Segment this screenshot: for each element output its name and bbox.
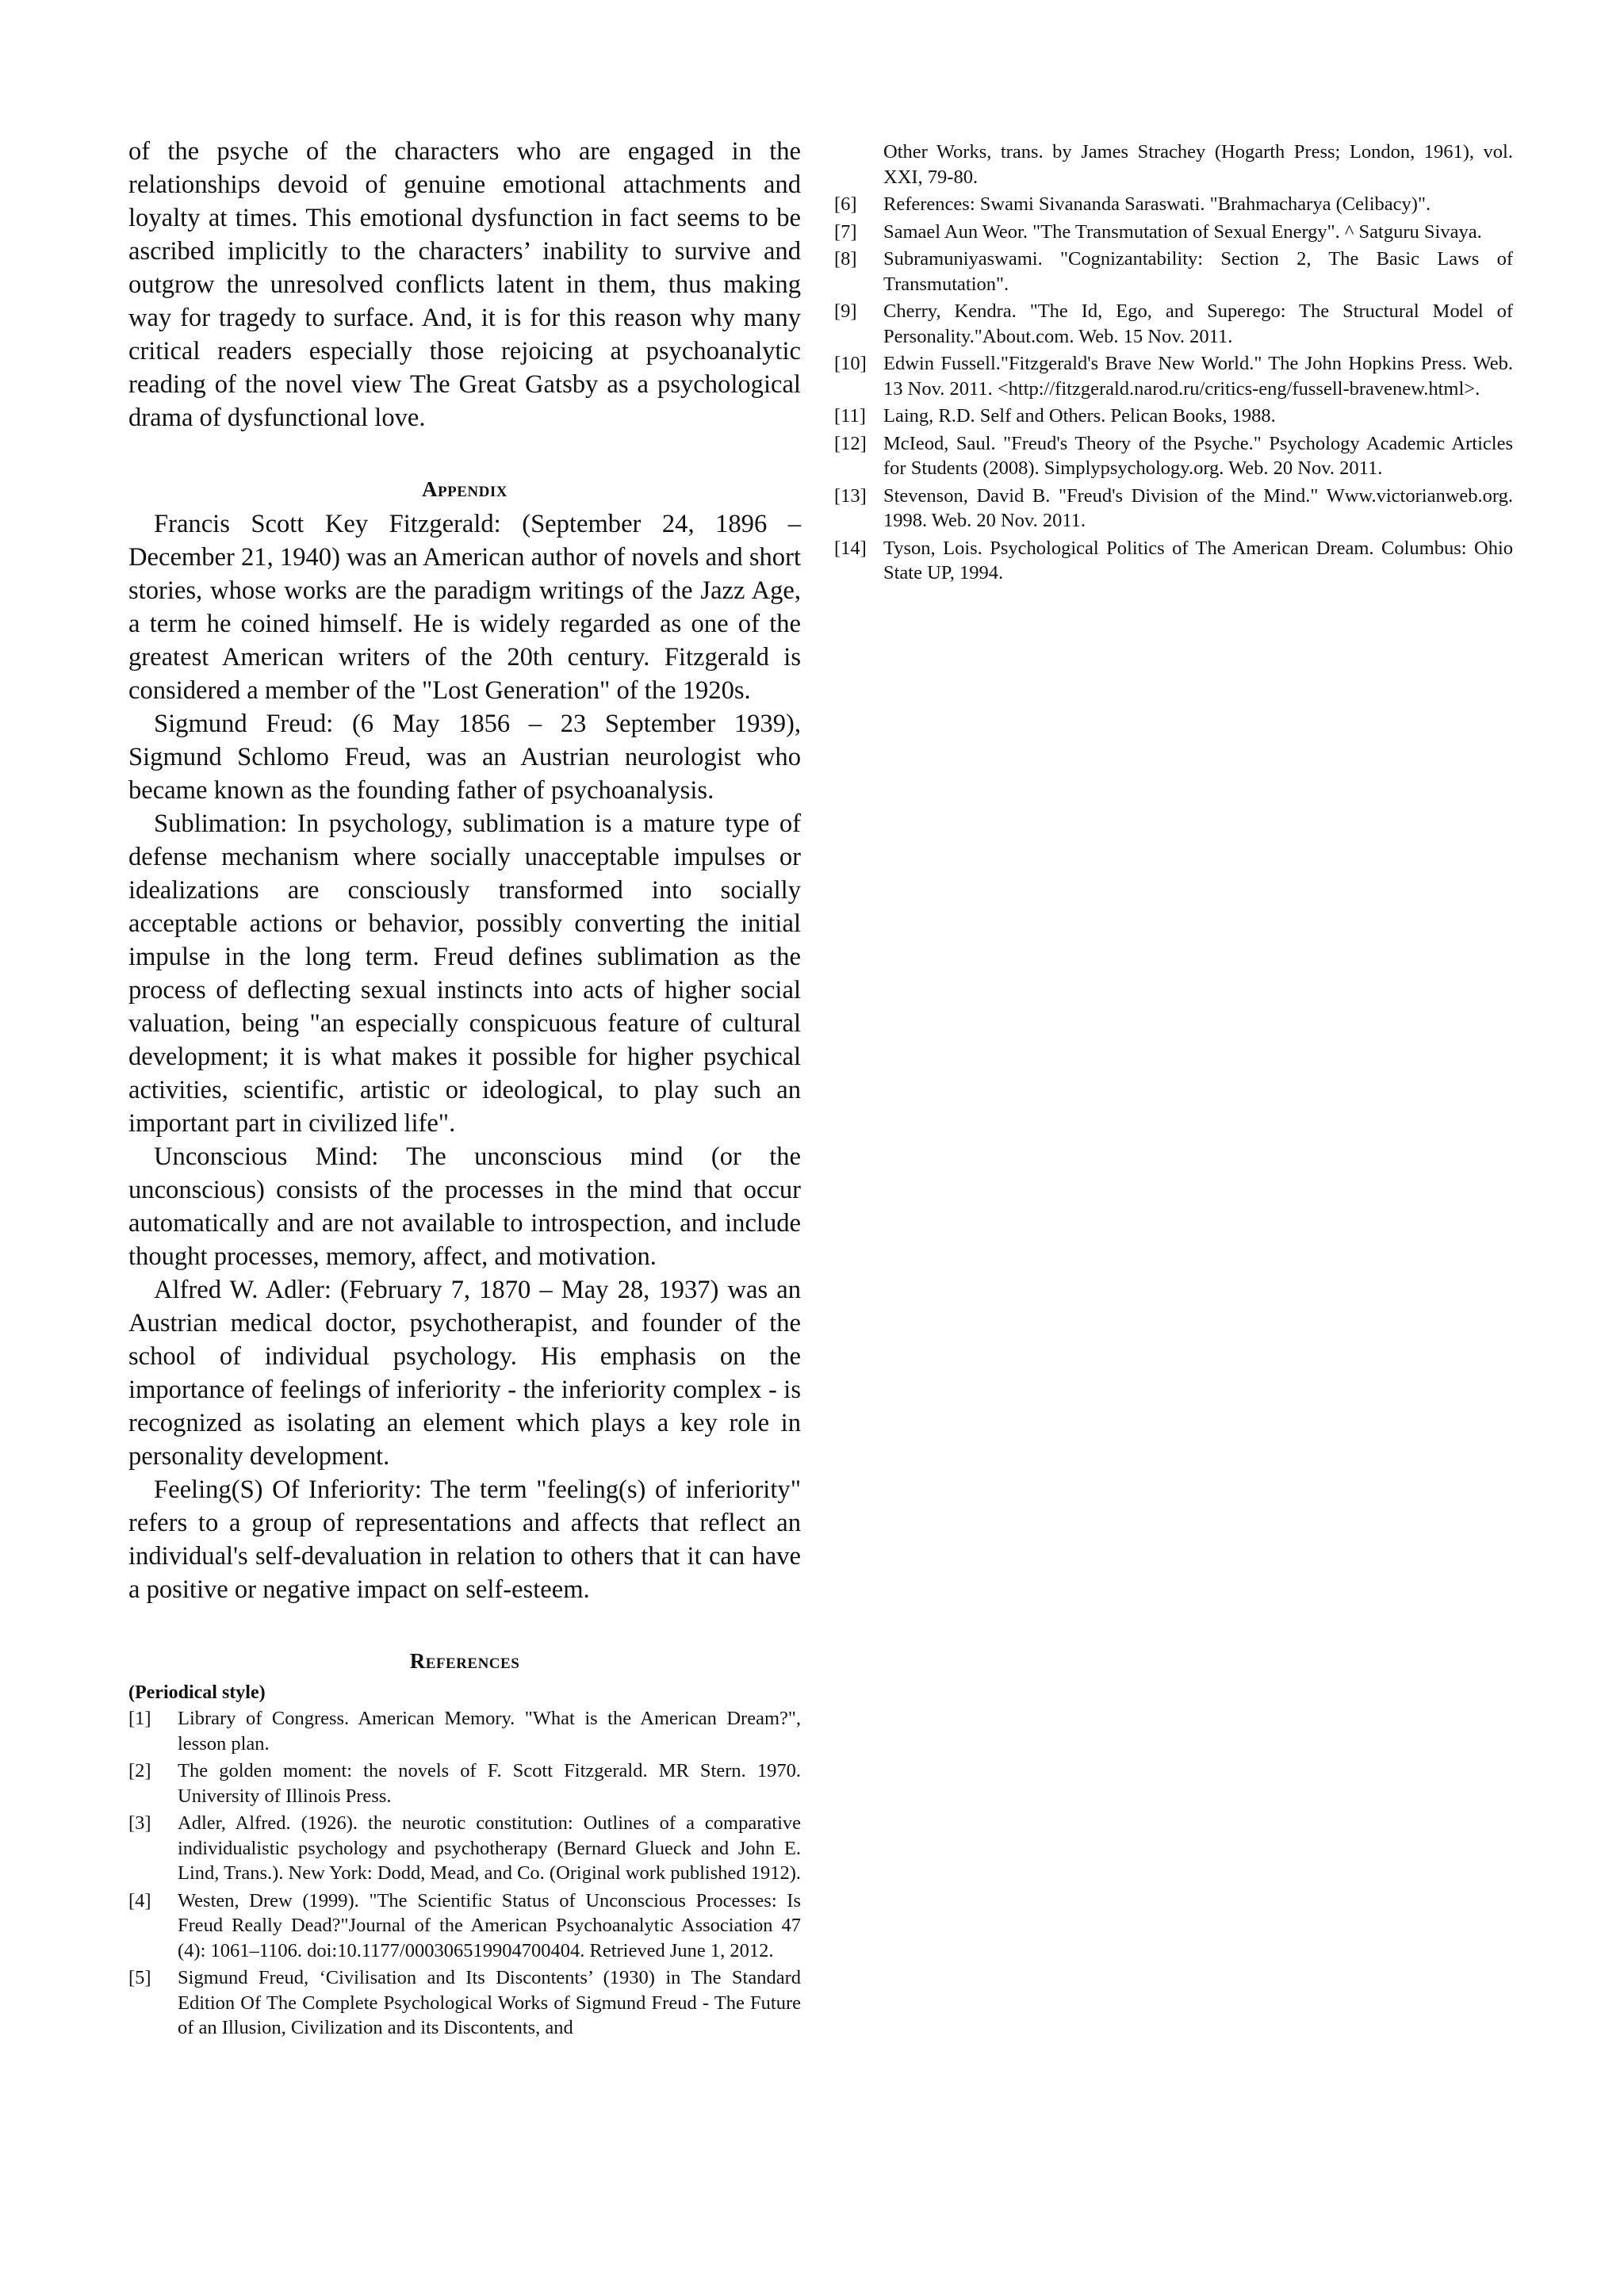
- left-column: [128, 135, 801, 2043]
- references-style-label: (Periodical style): [128, 1682, 266, 1703]
- reference-item: [128, 1965, 801, 2041]
- reference-text: Sigmund Freud, ‘Civilisation and Its Discontents’ (1930) in The Standard Edition Of The Complete Psychological Works of Sigmund Freud - The Future of an Illusion, Civilization and its Discontents, and: [178, 1967, 801, 2038]
- appendix-heading: Appendix: [422, 477, 508, 501]
- reference-item: [834, 192, 1513, 217]
- reference-number: [12]: [834, 432, 867, 454]
- reference-number: [9]: [834, 300, 857, 322]
- reference-text: Subramuniyaswami. "Cognizantability: Section 2, The Basic Laws of Transmutation".: [883, 248, 1513, 295]
- reference-text: Tyson, Lois. Psychological Politics of The American Dream. Columbus: Ohio State UP, 1994.: [883, 537, 1513, 584]
- reference-item: [834, 220, 1513, 245]
- right-column: [834, 140, 1513, 588]
- reference-item: [834, 299, 1513, 349]
- reference-item: [128, 1706, 801, 1756]
- reference-text: McIeod, Saul. "Freud's Theory of the Psyche." Psychology Academic Articles for Students (2008). Simplypsychology.org. Web. 20 Nov. 2011.: [883, 432, 1513, 479]
- reference-text: Adler, Alfred. (1926). the neurotic constitution: Outlines of a comparative individualistic psychology and psychotherapy (Bernard Glueck and John E. Lind, Trans.). New York: Dodd, Mead, and Co. (Original work published 1912).: [178, 1812, 801, 1884]
- reference-item: [834, 431, 1513, 481]
- appendix-paragraph-inferiority: Feeling(S) Of Inferiority: The term "feeling(s) of inferiority" refers to a group of representations and affects that reflect an individual's self-devaluation in relation to others that it can have a positive or negative impact on self-esteem.: [128, 1475, 801, 1604]
- reference-text: Westen, Drew (1999). "The Scientific Status of Unconscious Processes: Is Freud Really Dead?"Journal of the American Psychoanalytic Association 47 (4): 1061–1106. doi:10.1177/000306519904700404. Retrieved June 1, 2012.: [178, 1889, 801, 1961]
- reference-number: [13]: [834, 484, 867, 507]
- reference-text: Edwin Fussell."Fitzgerald's Brave New World." The John Hopkins Press. Web. 13 Nov. 2011. <http://fitzgerald.narod.ru/critics-eng/fussell-bravenew.html>.: [883, 353, 1513, 400]
- reference-item: [834, 536, 1513, 586]
- reference-number: [10]: [834, 353, 867, 374]
- reference-text: Stevenson, David B. "Freud's Division of the Mind." Www.victorianweb.org. 1998. Web. 20 Nov. 2011.: [883, 484, 1513, 531]
- reference-text: References: Swami Sivananda Saraswati. "Brahmacharya (Celibacy)".: [883, 193, 1431, 215]
- reference-number: [11]: [834, 405, 866, 427]
- reference-text: Cherry, Kendra. "The Id, Ego, and Superego: The Structural Model of Personality."About.com. Web. 15 Nov. 2011.: [883, 300, 1513, 347]
- reference-item: [834, 351, 1513, 401]
- reference-list-left: [128, 1706, 801, 2041]
- reference-number: [2]: [128, 1760, 151, 1781]
- reference-item: [128, 1811, 801, 1886]
- reference-text: The golden moment: the novels of F. Scott Fitzgerald. MR Stern. 1970. University of Illinois Press.: [178, 1760, 801, 1807]
- appendix-paragraph-adler: Alfred W. Adler: (February 7, 1870 – May 28, 1937) was an Austrian medical doctor, psychotherapist, and founder of the school of individual psychology. His emphasis on the importance of feelings of inferiority - the inferiority complex - is recognized as isolating an element which plays a key role in personality development.: [128, 1276, 801, 1471]
- reference-number: [5]: [128, 1967, 151, 1988]
- reference-number: [1]: [128, 1708, 151, 1729]
- reference-item: [128, 1888, 801, 1964]
- reference-text: Library of Congress. American Memory. "What is the American Dream?", lesson plan.: [178, 1708, 801, 1755]
- appendix-paragraph-freud: Sigmund Freud: (6 May 1856 – 23 September 1939), Sigmund Schlomo Freud, was an Austrian neurologist who became known as the founding father of psychoanalysis.: [128, 710, 801, 805]
- opening-paragraph: of the psyche of the characters who are engaged in the relationships devoid of genuine emotional attachments and loyalty at times. This emotional dysfunction in fact seems to be ascribed implicitly to the characters’ inability to survive and outgrow the unresolved conflicts latent in them, thus making way for tragedy to surface. And, it is for this reason why many critical readers especially those rejoicing at psychoanalytic reading of the novel view The Great Gatsby as a psychological drama of dysfunctional love.: [128, 137, 801, 432]
- reference-item: [834, 404, 1513, 429]
- reference-text: Laing, R.D. Self and Others. Pelican Books, 1988.: [883, 405, 1276, 427]
- reference-number: [8]: [834, 248, 857, 270]
- reference-item: [834, 247, 1513, 297]
- appendix-paragraph-fitzgerald: Francis Scott Key Fitzgerald: (September 24, 1896 – December 21, 1940) was an American author of novels and short stories, whose works are the paradigm writings of the Jazz Age, a term he coined himself. He is widely regarded as one of the greatest American writers of the 20th century. Fitzgerald is considered a member of the "Lost Generation" of the 1920s.: [128, 510, 801, 705]
- appendix-paragraph-unconscious: Unconscious Mind: The unconscious mind (or the unconscious) consists of the processes in the mind that occur automatically and are not available to introspection, and include thought processes, memory, affect, and motivation.: [128, 1142, 801, 1271]
- reference-item: [128, 1758, 801, 1808]
- reference-number: [3]: [128, 1812, 151, 1834]
- references-heading: References: [409, 1649, 520, 1673]
- reference-item: [834, 484, 1513, 534]
- reference-number: [4]: [128, 1889, 151, 1911]
- reference-number: [7]: [834, 220, 857, 243]
- reference-continuation: Other Works, trans. by James Strachey (Hogarth Press; London, 1961), vol. XXI, 79-80.: [883, 141, 1513, 188]
- appendix-paragraph-sublimation: Sublimation: In psychology, sublimation is a mature type of defense mechanism where socially unacceptable impulses or idealizations are consciously transformed into socially acceptable actions or behavior, possibly converting the initial impulse in the long term. Freud defines sublimation as the process of deflecting sexual instincts into acts of higher social valuation, being "an especially conspicuous feature of cultural development; it is what makes it possible for higher psychical activities, scientific, artistic or ideological, to play such an important part in civilized life".: [128, 809, 801, 1138]
- reference-list-right: [834, 192, 1513, 586]
- reference-text: Samael Aun Weor. "The Transmutation of Sexual Energy". ^ Satguru Sivaya.: [883, 220, 1482, 243]
- reference-number: [14]: [834, 537, 867, 559]
- reference-number: [6]: [834, 193, 857, 215]
